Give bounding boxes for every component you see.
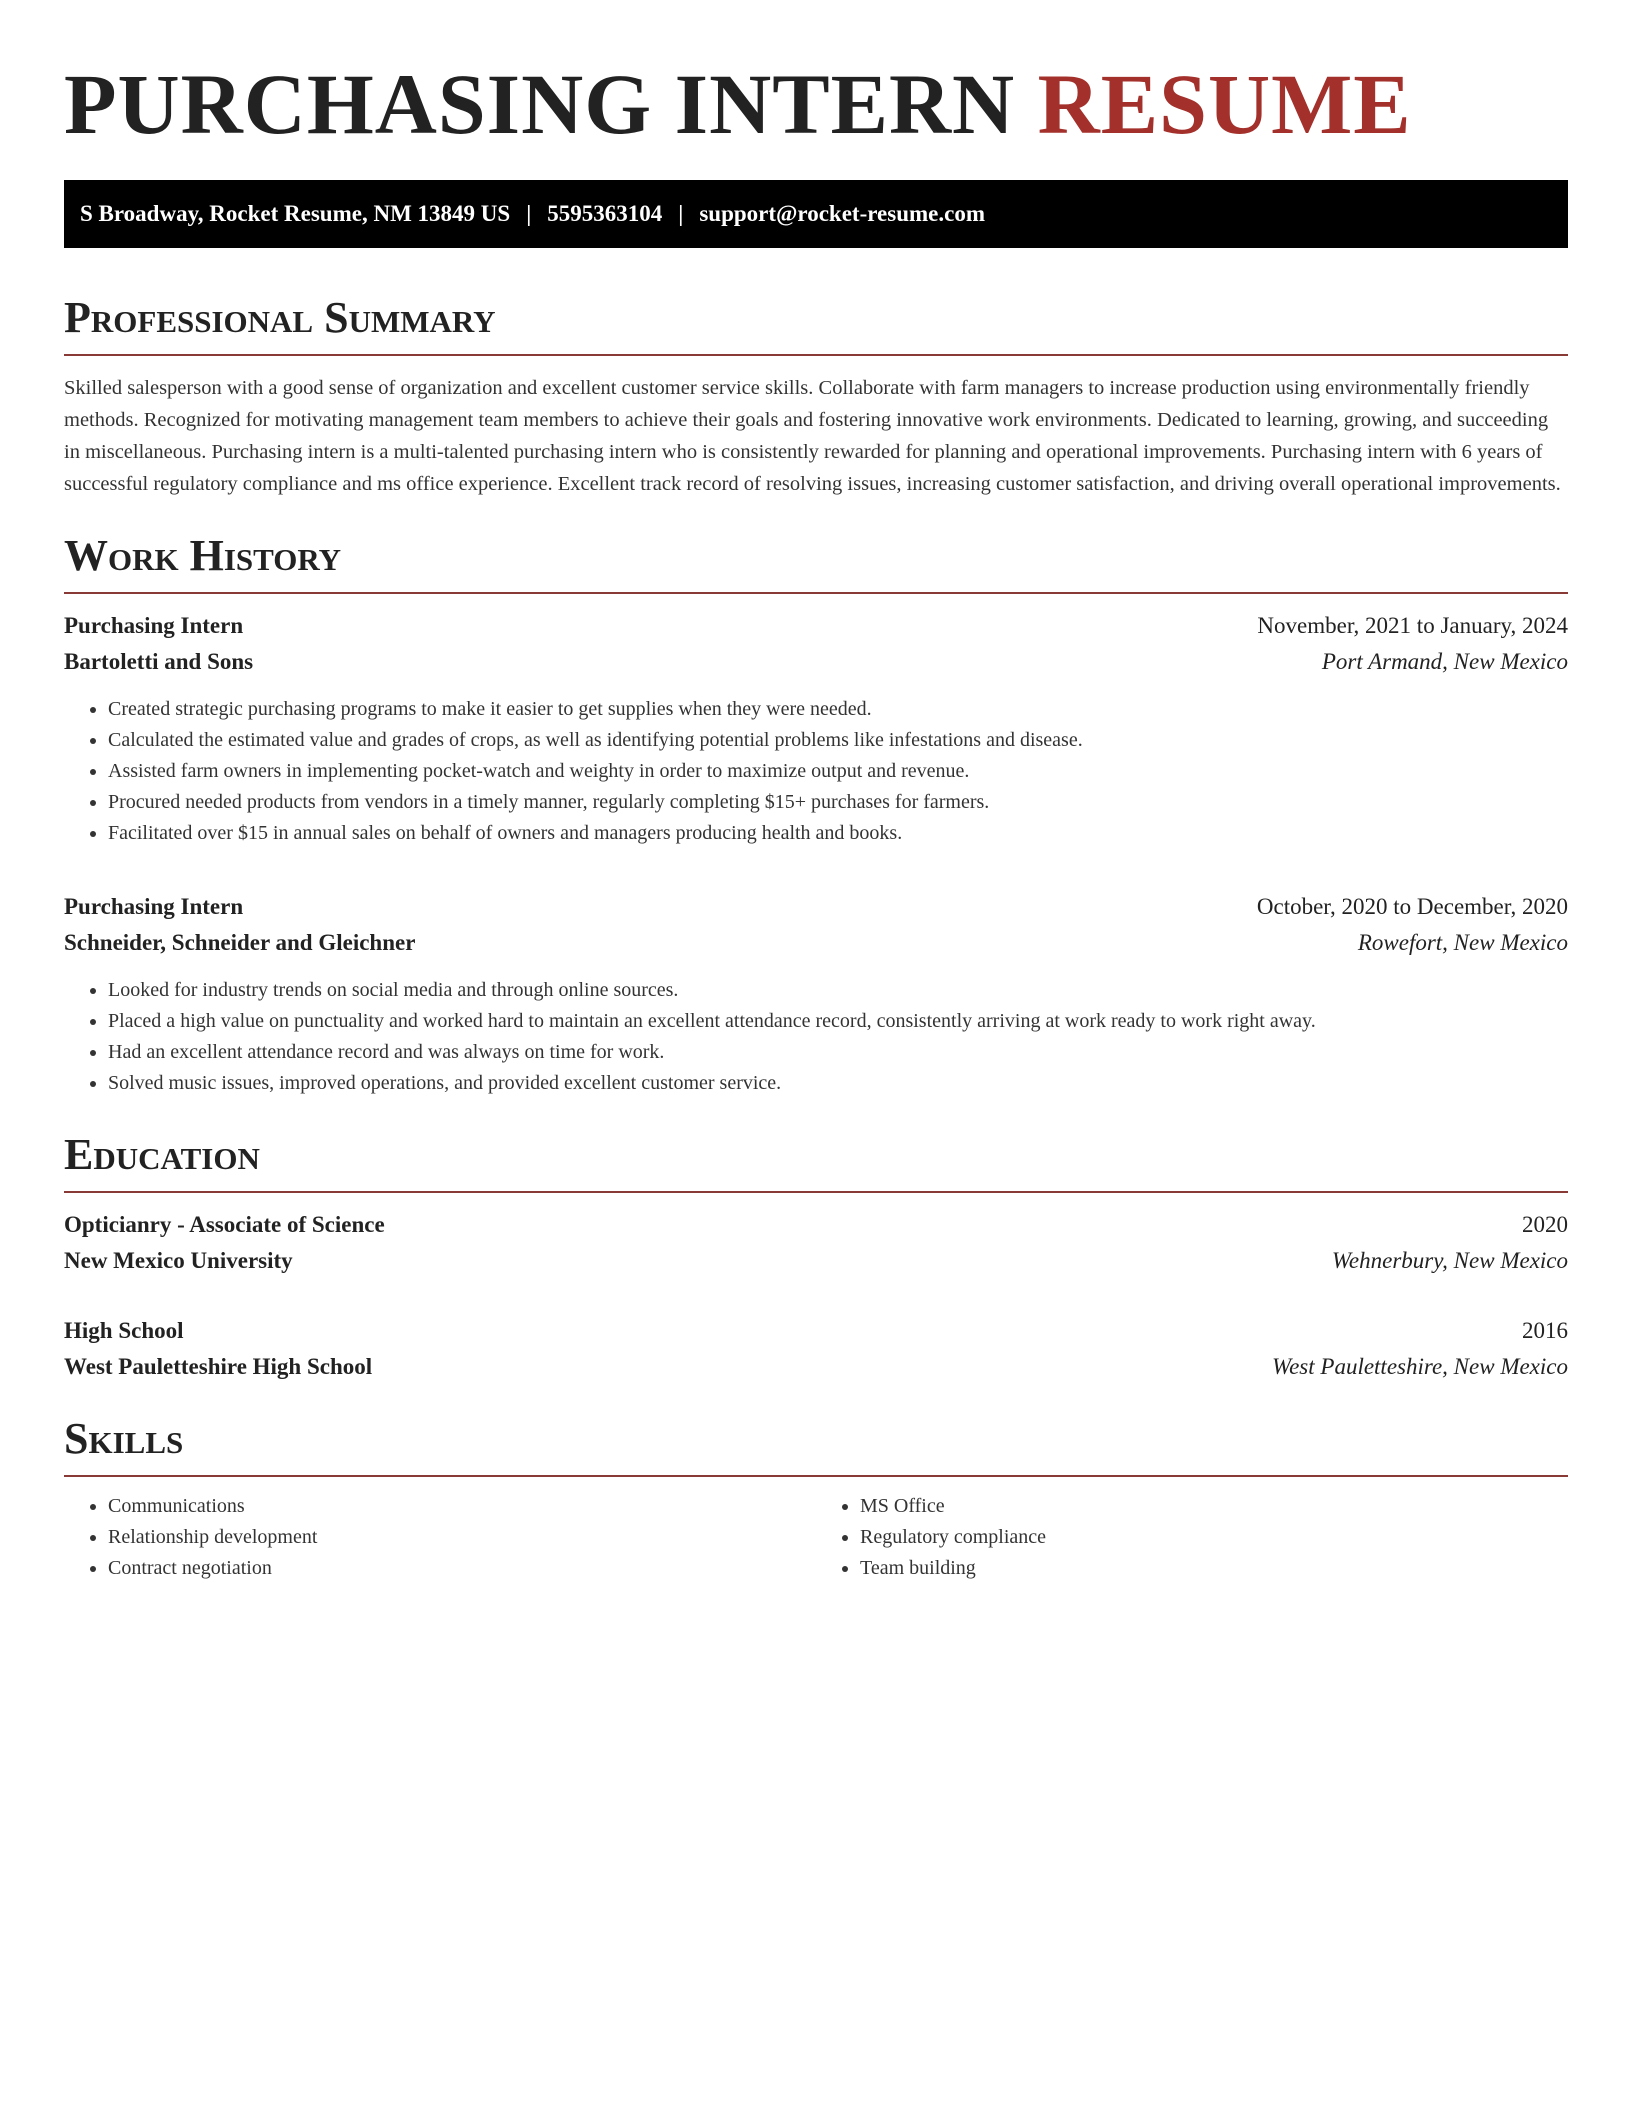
contact-email[interactable]: support@rocket-resume.com bbox=[699, 201, 985, 226]
job-bullet: • Solved music issues, improved operations, and provided excellent customer service. bbox=[108, 1068, 1568, 1099]
skill-item: • Team building bbox=[860, 1553, 1568, 1584]
job-title: Purchasing Intern bbox=[64, 894, 244, 919]
job-entry bbox=[64, 891, 1568, 1099]
education-school: New Mexico University bbox=[64, 1248, 293, 1273]
title-accent: RESUME bbox=[1037, 56, 1412, 152]
work-history-section bbox=[64, 530, 1568, 1099]
job-location: Port Armand, New Mexico bbox=[1321, 649, 1568, 674]
contact-address: S Broadway, Rocket Resume, NM 13849 US bbox=[80, 201, 511, 226]
skills-section bbox=[64, 1413, 1568, 1584]
skill-item: • Regulatory compliance bbox=[860, 1522, 1568, 1553]
education-year: 2016 bbox=[1522, 1318, 1568, 1343]
education-location: West Pauletteshire, New Mexico bbox=[1272, 1354, 1568, 1379]
section-heading: Work History bbox=[64, 531, 342, 580]
title-main: PURCHASING INTERN bbox=[64, 56, 1016, 152]
section-divider bbox=[64, 354, 1568, 356]
contact-separator: | bbox=[526, 201, 532, 226]
skills-list-right bbox=[816, 1491, 1568, 1584]
job-dates: October, 2020 to December, 2020 bbox=[1256, 894, 1568, 919]
education-school: West Pauletteshire High School bbox=[64, 1354, 373, 1379]
job-title: Purchasing Intern bbox=[64, 613, 244, 638]
summary-text: Skilled salesperson with a good sense of organization and excellent customer service skills. Collaborate with farm managers to increase production using environmentally friendly methods. Recognized for motivating management team members to achieve their goals and fostering innovative work environments. Dedicated to learning, growing, and succeeding in miscellaneous. Purchasing intern is a multi-talented purchasing intern who is consistently rewarded for planning and operational improvements. Purchasing intern with 6 years of successful regulatory compliance and ms office experience. Excellent track record of resolving issues, increasing customer satisfaction, and driving overall operational improvements. bbox=[64, 377, 1561, 495]
job-entry bbox=[64, 610, 1568, 849]
job-bullet: • Created strategic purchasing programs to make it easier to get supplies when they were needed. bbox=[108, 694, 1568, 725]
contact-bar bbox=[64, 180, 1568, 248]
skill-item: • Relationship development bbox=[108, 1522, 816, 1553]
job-company: Schneider, Schneider and Gleichner bbox=[64, 930, 416, 955]
job-location: Rowefort, New Mexico bbox=[1357, 930, 1568, 955]
section-heading: Professional Summary bbox=[64, 293, 496, 342]
education-degree: Opticianry - Associate of Science bbox=[64, 1212, 385, 1237]
skill-item: • MS Office bbox=[860, 1491, 1568, 1522]
section-divider bbox=[64, 1475, 1568, 1477]
job-bullet: • Calculated the estimated value and grades of crops, as well as identifying potential problems like infestations and disease. bbox=[108, 725, 1568, 756]
contact-phone: 5595363104 bbox=[547, 201, 663, 226]
education-year: 2020 bbox=[1522, 1212, 1568, 1237]
job-bullet: • Facilitated over $15 in annual sales on behalf of owners and managers producing health and books. bbox=[108, 818, 1568, 849]
education-entry bbox=[64, 1315, 1568, 1383]
job-bullets bbox=[64, 694, 1568, 849]
education-section bbox=[64, 1129, 1568, 1383]
contact-separator: | bbox=[678, 201, 684, 226]
education-degree: High School bbox=[64, 1318, 184, 1343]
job-bullet: • Assisted farm owners in implementing pocket-watch and weighty in order to maximize output and revenue. bbox=[108, 756, 1568, 787]
job-dates: November, 2021 to January, 2024 bbox=[1257, 613, 1568, 638]
summary-section bbox=[64, 292, 1568, 500]
job-bullet: • Had an excellent attendance record and was always on time for work. bbox=[108, 1037, 1568, 1068]
education-entry bbox=[64, 1209, 1568, 1277]
job-bullets bbox=[64, 975, 1568, 1099]
resume-title bbox=[64, 58, 1568, 150]
skill-item: • Communications bbox=[108, 1491, 816, 1522]
section-heading: Skills bbox=[64, 1414, 184, 1463]
section-divider bbox=[64, 1191, 1568, 1193]
job-bullet: • Placed a high value on punctuality and worked hard to maintain an excellent attendance record, consistently arriving at work ready to work right away. bbox=[108, 1006, 1568, 1037]
education-location: Wehnerbury, New Mexico bbox=[1331, 1248, 1568, 1273]
job-bullet: • Looked for industry trends on social media and through online sources. bbox=[108, 975, 1568, 1006]
job-company: Bartoletti and Sons bbox=[64, 649, 254, 674]
skills-list-left bbox=[64, 1491, 816, 1584]
skills-columns bbox=[64, 1491, 1568, 1584]
job-bullet: • Procured needed products from vendors in a timely manner, regularly completing $15+ purchases for farmers. bbox=[108, 787, 1568, 818]
skill-item: • Contract negotiation bbox=[108, 1553, 816, 1584]
section-heading: Education bbox=[64, 1130, 260, 1179]
section-divider bbox=[64, 592, 1568, 594]
